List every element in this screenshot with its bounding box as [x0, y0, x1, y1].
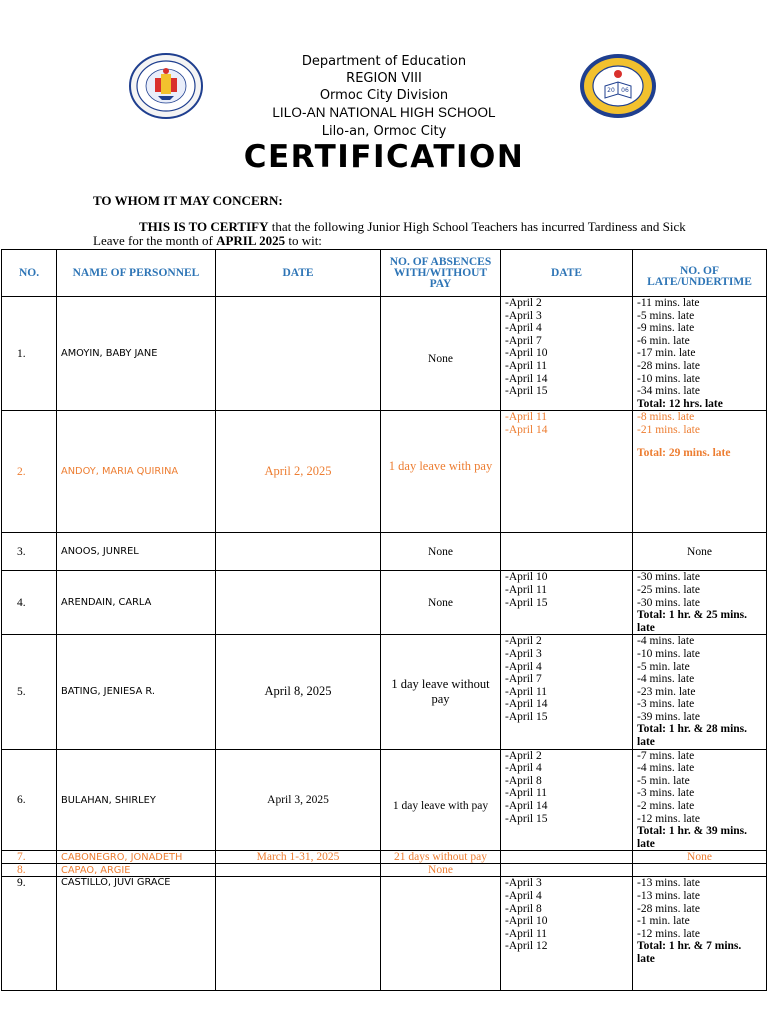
document-title: CERTIFICATION [243, 139, 525, 175]
late-dates [501, 533, 633, 571]
row-number: 5. [2, 635, 57, 749]
late-date: -April 2 [505, 635, 542, 648]
absence-count: None [381, 571, 501, 635]
late-entry: -10 mins. late [637, 372, 700, 385]
intro-lead: THIS IS TO CERTIFY [139, 219, 269, 234]
header-no: NO. [2, 250, 57, 297]
late-entry: -6 min. late [637, 334, 690, 347]
late-entry: -10 mins. late [637, 647, 700, 660]
table-row [2, 749, 767, 851]
table-row [2, 851, 767, 864]
late-date: -April 14 [505, 698, 548, 711]
late-entry: -9 mins. late [637, 322, 695, 335]
late-date: -April 7 [505, 673, 542, 686]
late-dates [501, 571, 633, 635]
late-entry: -2 mins. late [637, 800, 695, 813]
late-date: -April 11 [505, 927, 548, 940]
absence-date: April 2, 2025 [216, 411, 381, 533]
intro-text-1: that the following Junior High School Teachers has incurred Tardiness and Sick Leave for the month of [93, 219, 686, 248]
late-entry: -5 min. late [637, 660, 690, 673]
late-dates [501, 864, 633, 877]
personnel-name: BULAHAN, SHIRLEY [57, 749, 216, 851]
absence-count: None [381, 297, 501, 411]
late-date: -April 7 [505, 334, 542, 347]
late-date: -April 15 [505, 596, 548, 609]
row-number: 9. [2, 877, 57, 991]
late-date: -April 11 [505, 359, 548, 372]
late-total: Total: 29 mins. late [637, 446, 731, 459]
late-date: -April 12 [505, 940, 548, 953]
intro-paragraph [93, 220, 693, 248]
personnel-name: ARENDAIN, CARLA [57, 571, 216, 635]
absence-count: 1 day leave without pay [381, 635, 501, 749]
late-entry: -4 mins. late [637, 673, 695, 686]
late-entry: -5 min. late [637, 774, 690, 787]
table-row [2, 411, 767, 533]
school-location: Lilo-an, Ormoc City [321, 124, 447, 139]
absence-count: None [381, 533, 501, 571]
absence-date: April 8, 2025 [216, 635, 381, 749]
late-entry: -3 mins. late [637, 787, 695, 800]
table-row [2, 533, 767, 571]
late-date: -April 10 [505, 347, 548, 360]
salutation: TO WHOM IT MAY CONCERN: [93, 193, 283, 208]
personnel-name: BATING, JENIESA R. [57, 635, 216, 749]
late-entry: -4 mins. late [637, 762, 695, 775]
table-row [2, 297, 767, 411]
late-date: -April 15 [505, 385, 548, 398]
late-date: -April 11 [505, 787, 548, 800]
late-entry: -30 mins. late [637, 596, 700, 609]
late-entry: -12 mins. late [637, 812, 700, 825]
row-number: 2. [2, 411, 57, 533]
late-total: Total: 1 hr. & 25 mins. late [637, 609, 748, 634]
late-date: -April 4 [505, 322, 542, 335]
absence-count: 1 day leave with pay [381, 749, 501, 851]
late-entry: -30 mins. late [637, 571, 700, 584]
header-date: DATE [216, 250, 381, 297]
late-date: -April 10 [505, 571, 548, 584]
late-date: -April 2 [505, 297, 542, 309]
late-date: -April 4 [505, 660, 542, 673]
personnel-name: ANOOS, JUNREL [57, 533, 216, 571]
table-row [2, 571, 767, 635]
late-minutes [633, 297, 767, 411]
late-date: -April 14 [505, 800, 548, 813]
late-dates [501, 877, 633, 991]
late-date: -April 8 [505, 774, 542, 787]
late-entry: -13 mins. late [637, 877, 700, 890]
absence-date [216, 571, 381, 635]
absence-count: 21 days without pay [381, 851, 501, 864]
late-minutes [633, 749, 767, 851]
header-name: NAME OF PERSONNEL [57, 250, 216, 297]
row-number: 7. [2, 851, 57, 864]
late-date: -April 11 [505, 411, 548, 424]
absence-date [216, 864, 381, 877]
late-entry: None [633, 851, 767, 864]
late-entry: -3 mins. late [637, 698, 695, 711]
row-number: 3. [2, 533, 57, 571]
late-date: -April 14 [505, 372, 548, 385]
row-number: 6. [2, 749, 57, 851]
late-total: Total: 1 hr. & 28 mins. late [637, 723, 748, 749]
late-date: -April 15 [505, 812, 548, 825]
late-total: Total: 1 hr. & 39 mins. late [637, 825, 748, 850]
department-name: Department of Education [301, 54, 467, 69]
late-minutes [633, 877, 767, 991]
division-name: Ormoc City Division [319, 88, 449, 103]
absence-count: 1 day leave with pay [381, 411, 501, 533]
intro-month: APRIL 2025 [216, 233, 286, 248]
late-entry: -17 min. late [637, 347, 696, 360]
table-row [2, 877, 767, 991]
late-date: -April 2 [505, 749, 542, 762]
late-date: -April 4 [505, 890, 542, 902]
absence-date [216, 533, 381, 571]
late-date: -April 14 [505, 423, 548, 436]
header-late: NO. OF LATE/UNDERTIME [633, 250, 767, 297]
seal-year-b: 06 [621, 87, 629, 94]
absence-date: March 1-31, 2025 [216, 851, 381, 864]
late-minutes [633, 635, 767, 749]
absence-count: None [381, 864, 501, 877]
personnel-name: CASTILLO, JUVI GRACE [57, 877, 216, 991]
late-date: -April 4 [505, 762, 542, 775]
late-minutes [633, 571, 767, 635]
late-entry: -8 mins. late [637, 411, 695, 424]
header-absences: NO. OF ABSENCES WITH/WITHOUT PAY [381, 250, 501, 297]
row-number: 4. [2, 571, 57, 635]
late-date: -April 11 [505, 583, 548, 596]
tardiness-table [1, 249, 767, 991]
personnel-name: CAPAO, ARGIE [57, 864, 216, 877]
late-entry: -25 mins. late [637, 583, 700, 596]
late-entry: -39 mins. late [637, 710, 700, 723]
late-dates [501, 749, 633, 851]
table-row [2, 864, 767, 877]
late-total: Total: 1 hr. & 7 mins. late [637, 940, 742, 965]
intro-text-2: to wit: [285, 233, 322, 248]
late-dates [501, 297, 633, 411]
region-name: REGION VIII [346, 71, 422, 86]
late-entry: -21 mins. late [637, 423, 700, 436]
late-minutes [633, 411, 767, 533]
late-entry: None [633, 533, 767, 571]
header-late-date: DATE [501, 250, 633, 297]
personnel-name: CABONEGRO, JONADETH [57, 851, 216, 864]
late-entry: -28 mins. late [637, 902, 700, 915]
late-dates [501, 851, 633, 864]
late-date: -April 3 [505, 309, 542, 322]
absence-count [381, 877, 501, 991]
row-number: 1. [2, 297, 57, 411]
late-total: Total: 12 hrs. late [637, 397, 723, 410]
row-number: 8. [2, 864, 57, 877]
personnel-name: ANDOY, MARIA QUIRINA [57, 411, 216, 533]
late-entry: -13 mins. late [637, 890, 700, 902]
late-entry: -7 mins. late [637, 749, 695, 762]
late-date: -April 3 [505, 877, 542, 890]
late-date: -April 11 [505, 685, 548, 698]
school-name: LILO-AN NATIONAL HIGH SCHOOL [272, 105, 496, 120]
late-entry: -28 mins. late [637, 359, 700, 372]
late-entry: -12 mins. late [637, 927, 700, 940]
late-dates [501, 411, 633, 533]
absence-date: April 3, 2025 [216, 749, 381, 851]
absence-date [216, 297, 381, 411]
seal-year-a: 20 [607, 87, 615, 94]
late-entry: -4 mins. late [637, 635, 695, 648]
absence-date [216, 877, 381, 991]
late-entry: -11 mins. late [637, 297, 700, 309]
table-row [2, 635, 767, 749]
personnel-name: AMOYIN, BABY JANE [57, 297, 216, 411]
late-date: -April 3 [505, 647, 542, 660]
late-minutes [633, 864, 767, 877]
late-entry: -23 min. late [637, 685, 696, 698]
late-entry: -1 min. late [637, 915, 690, 928]
late-dates [501, 635, 633, 749]
late-date: -April 8 [505, 902, 542, 915]
table-header-row [2, 250, 767, 297]
late-date: -April 10 [505, 915, 548, 928]
late-date: -April 15 [505, 710, 548, 723]
late-entry: -5 mins. late [637, 309, 695, 322]
late-entry: -34 mins. late [637, 385, 700, 398]
